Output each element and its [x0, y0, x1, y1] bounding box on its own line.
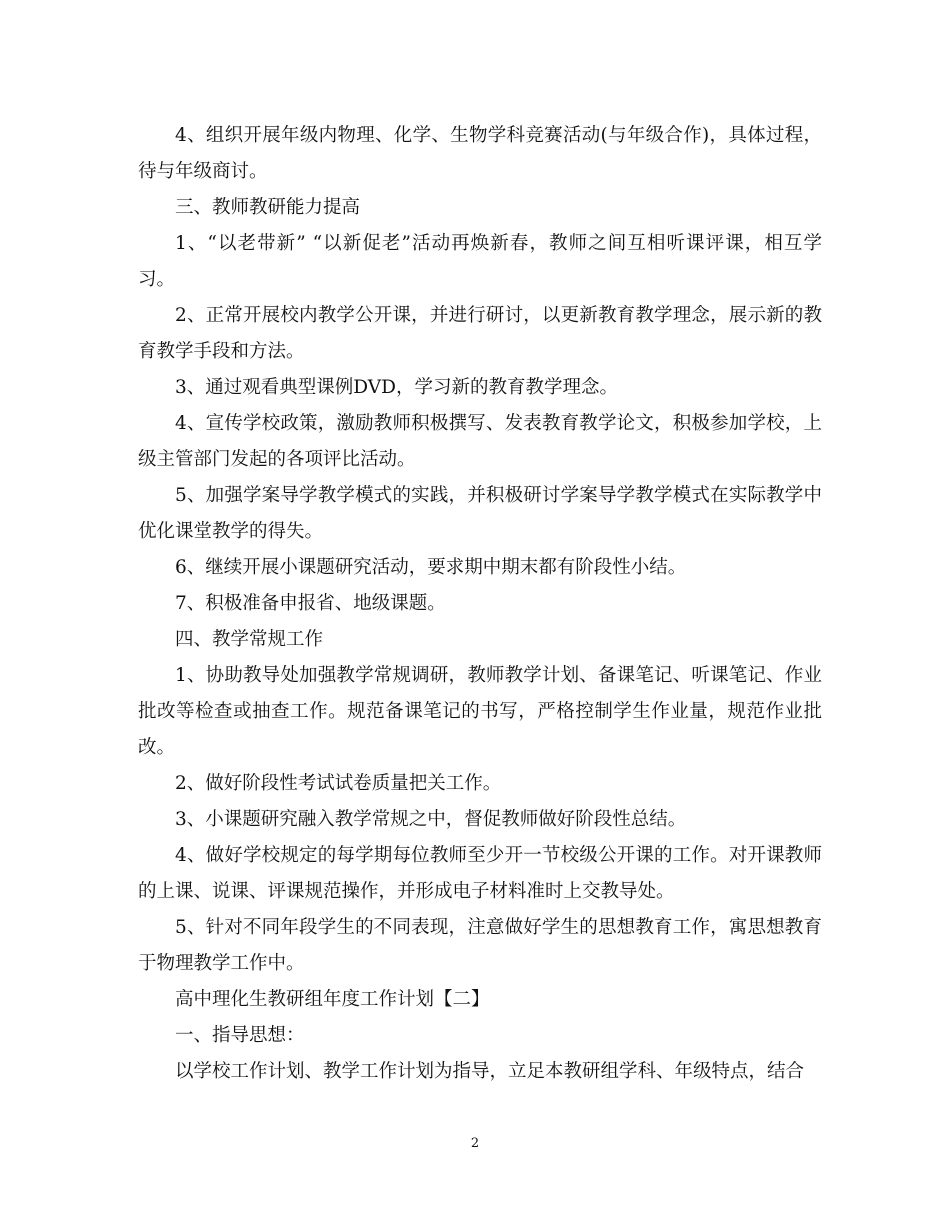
paragraph-apply-projects: 7、积极准备申报省、地级课题。 [175, 593, 446, 614]
section-title-plan-two: 高中理化生教研组年度工作计划【二】 [175, 989, 490, 1010]
paragraph-guiding-ideology: 以学校工作计划、教学工作计划为指导，立足本教研组学科、年级特点，结合 [175, 1061, 805, 1082]
paragraph-routine-checks: 1、协助教导处加强教学常规调研，教师教学计划、备课笔记、听课笔记、作业批改等检查或抽查工作。规范备课笔记的书写，严格控制学生作业量，规范作业批改。 [138, 665, 822, 758]
paragraph-small-projects: 6、继续开展小课题研究活动，要求期中期末都有阶段性小结。 [175, 557, 687, 578]
paragraph-open-classes: 2、正常开展校内教学公开课，并进行研讨，以更新教育教学理念，展示新的教育教学手段和方法。 [138, 305, 822, 362]
paragraph-guided-learning: 5、加强学案导学教学模式的实践，并积极研讨学案导学教学模式在实际教学中优化课堂教学的得失。 [138, 485, 822, 542]
paragraph-exam-quality: 2、做好阶段性考试试卷质量把关工作。 [175, 773, 502, 794]
paragraph-publish-papers: 4、宣传学校政策，激励教师积极撰写、发表教育教学论文，积极参加学校，上级主管部门发起的各项评比活动。 [138, 413, 822, 470]
body-text [138, 118, 822, 1090]
page-number: 2 [470, 1136, 480, 1151]
paragraph-competition-activities: 4、组织开展年级内物理、化学、生物学科竞赛活动(与年级合作)，具体过程，待与年级商讨。 [138, 125, 822, 182]
paragraph-dvd-lessons: 3、通过观看典型课例DVD，学习新的教育教学理念。 [175, 377, 618, 398]
paragraph-public-lessons: 4、做好学校规定的每学期每位教师至少开一节校级公开课的工作。对开课教师的上课、说课、评课规范操作，并形成电子材料准时上交教导处。 [138, 845, 822, 902]
paragraph-student-education: 5、针对不同年段学生的不同表现，注意做好学生的思想教育工作，寓思想教育于物理教学工作中。 [138, 917, 822, 974]
paragraph-mentoring: 1、“以老带新” “以新促老”活动再焕新春，教师之间互相听课评课，相互学习。 [138, 233, 822, 290]
heading-teaching-routine: 四、教学常规工作 [175, 629, 324, 650]
heading-guiding-ideology: 一、指导思想： [175, 1025, 305, 1046]
heading-teacher-research-ability: 三、教师教研能力提高 [175, 197, 361, 218]
paragraph-project-integration: 3、小课题研究融入教学常规之中，督促教师做好阶段性总结。 [175, 809, 687, 830]
